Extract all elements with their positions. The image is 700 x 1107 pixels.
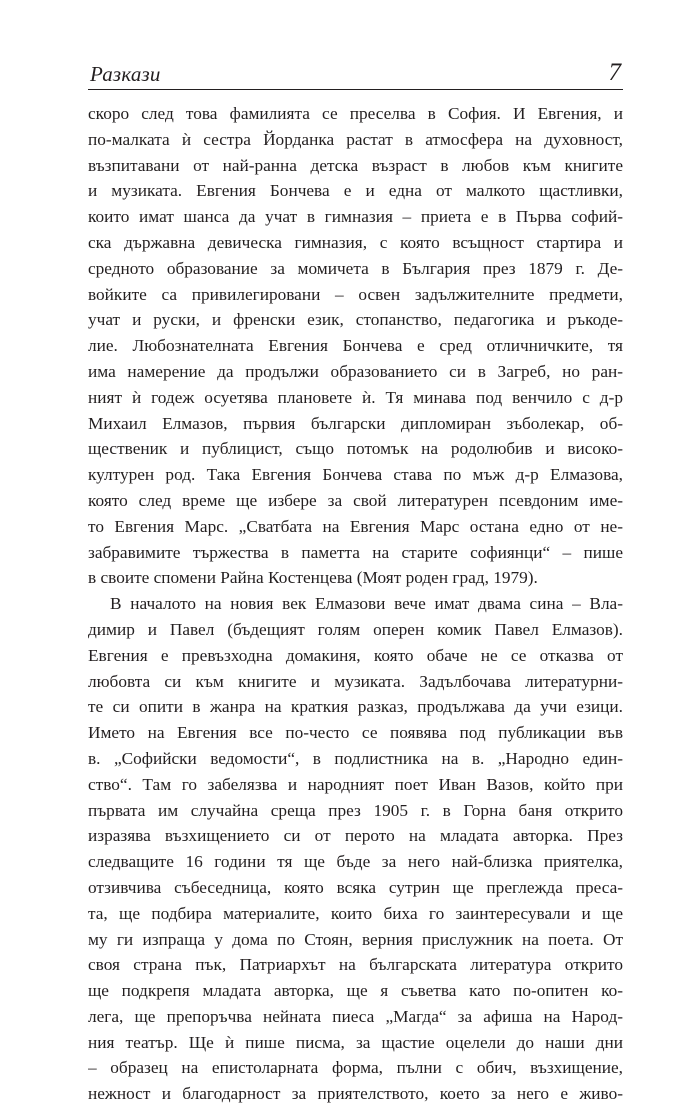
text-line: димир и Павел (бъдещият голям оперен комик Павел Елмазов). bbox=[88, 619, 623, 639]
text-line: щественик и публицист, също потомък на родолюбив и високо- bbox=[88, 439, 623, 459]
text-line: изразява възхищението си от перото на младата авторка. През bbox=[88, 826, 623, 846]
text-line: които имат шанса да учат в гимназия – приета е в Първа софий- bbox=[88, 207, 623, 227]
text-line: му ги изпраща у дома по Стоян, верния прислужник на поета. От bbox=[88, 929, 623, 949]
text-line: лега, ще препоръчва нейната пиеса „Магда“ за афиша на Народ- bbox=[88, 1006, 623, 1026]
text-line: ния театър. Ще ѝ пише писма, за щастие оцелели до наши дни bbox=[88, 1032, 623, 1052]
text-line: то Евгения Марс. „Сватбата на Евгения Марс остана едно от не- bbox=[88, 516, 623, 536]
text-line: отзивчива събеседница, която всяка сутрин ще преглежда преса- bbox=[88, 877, 623, 897]
text-line: в своите спомени Райна Костенцева (Моят роден град, 1979). bbox=[88, 568, 538, 588]
text-line: учат и руски, и френски език, стопанство, педагогика и ръкоде- bbox=[88, 310, 623, 330]
text-line: културен род. Така Евгения Бончева става по мъж д-р Елмазова, bbox=[88, 465, 623, 485]
text-line: първата им случайна среща през 1905 г. в Горна баня открито bbox=[88, 800, 623, 820]
text-line: следващите 16 години тя ще бъде за него най-близка приятелка, bbox=[88, 852, 623, 872]
text-line: ният ѝ годеж осуетява плановете ѝ. Тя минава под венчило с д-р bbox=[88, 387, 623, 407]
text-line: и музиката. Евгения Бончева е и една от малкото щастливки, bbox=[88, 181, 623, 201]
text-line: те си опити в жанра на краткия разказ, продължава да учи езици. bbox=[88, 697, 623, 717]
text-line: нежност и благодарност за приятелството, което за него е живо- bbox=[88, 1084, 623, 1104]
text-line: в. „Софийски ведомости“, в подлистника на в. „Народно един- bbox=[88, 748, 623, 768]
paragraph-2 bbox=[88, 591, 623, 1107]
text-line: та, ще подбира материалите, които биха го заинтересували и ще bbox=[88, 903, 623, 923]
text-line: по-малката ѝ сестра Йорданка растат в атмосфера на духовност, bbox=[88, 129, 623, 149]
running-head bbox=[88, 58, 623, 88]
text-line: ство“. Там го забелязва и народният поет Иван Вазов, който при bbox=[88, 774, 623, 794]
paragraph-1 bbox=[88, 101, 623, 591]
text-line: любовта си към книгите и музиката. Задълбочава литературни- bbox=[88, 671, 623, 691]
text-line: лие. Любознателната Евгения Бончева е сред отличничките, тя bbox=[88, 336, 623, 356]
page-number: 7 bbox=[608, 59, 621, 86]
text-line: Евгения е превъзходна домакиня, която обаче не се отказва от bbox=[88, 645, 623, 665]
text-line: ще подкрепя младата авторка, ще я съветва като по-опитен ко- bbox=[88, 981, 623, 1001]
header-rule bbox=[88, 89, 623, 90]
text-line: В началото на новия век Елмазови вече имат двама сина – Вла- bbox=[110, 594, 623, 614]
text-line: войките са привилегировани – освен задължителните предмети, bbox=[88, 284, 623, 304]
text-line: възпитавани от най-ранна детска възраст в любов към книгите bbox=[88, 155, 623, 175]
text-line: скоро след това фамилията се преселва в София. И Евгения, и bbox=[88, 104, 623, 123]
text-line: Името на Евгения все по-често се появява под публикации във bbox=[88, 723, 623, 743]
text-line: Михаил Елмазов, първия български дипломиран зъболекар, об- bbox=[88, 413, 623, 433]
text-line: своя страна пък, Патриархът на българската литература открито bbox=[88, 955, 623, 975]
text-line: има намерение да продължи образованието си в Загреб, но ран- bbox=[88, 361, 623, 381]
text-line: която след време ще избере за свой литературен псевдоним име- bbox=[88, 490, 623, 510]
text-line: забравимите тържества в паметта на старите софиянци“ – пише bbox=[88, 542, 623, 562]
section-title: Разкази bbox=[90, 62, 161, 86]
text-line: – образец на епистоларната форма, пълни с обич, възхищение, bbox=[88, 1058, 623, 1078]
text-line: ска държавна девическа гимназия, с която всъщност стартира и bbox=[88, 232, 623, 252]
text-line: средното образование за момичета в България през 1879 г. Де- bbox=[88, 258, 623, 278]
body-text bbox=[88, 101, 623, 1107]
